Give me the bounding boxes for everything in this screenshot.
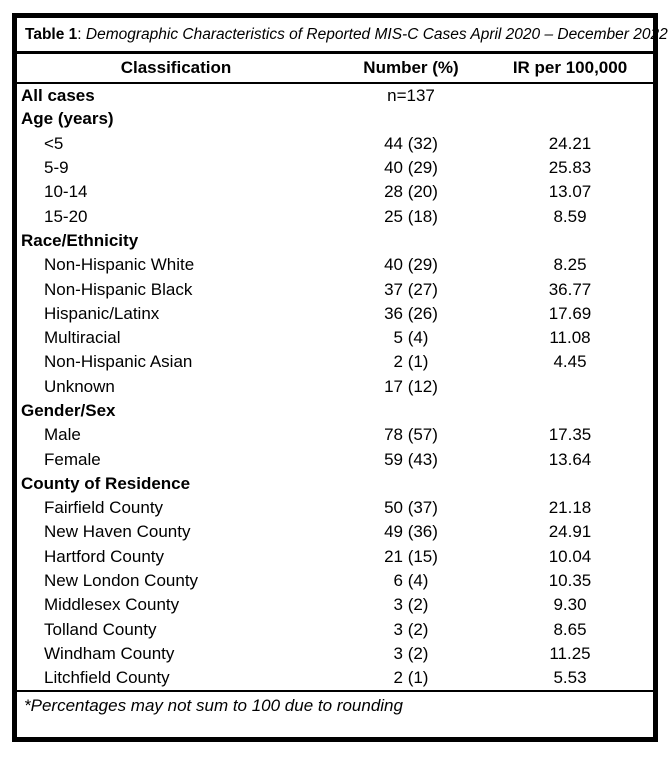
row-label: Unknown	[44, 376, 115, 396]
row-label: County of Residence	[21, 473, 191, 493]
row-ir: 25.83	[548, 158, 592, 178]
row-label: Hartford County	[44, 546, 164, 566]
row-number: 59 (43)	[384, 449, 438, 469]
row-number: 5 (4)	[393, 328, 429, 348]
header-row	[17, 54, 653, 83]
row-label: Age (years)	[21, 109, 114, 129]
row-ir: 8.25	[553, 255, 587, 275]
row-label: Non-Hispanic Black	[44, 279, 193, 299]
row-ir: 36.77	[548, 279, 592, 299]
row-number: 17 (12)	[384, 376, 438, 396]
row-number	[335, 107, 487, 131]
row-label: Non-Hispanic White	[44, 255, 195, 275]
row-label: <5	[44, 133, 64, 153]
row-ir: 13.07	[548, 182, 592, 202]
row-number: 3 (2)	[393, 619, 429, 639]
row-ir	[487, 399, 653, 423]
row-ir: 4.45	[553, 352, 587, 372]
row-label: Female	[44, 449, 101, 469]
table-row	[17, 204, 653, 228]
row-ir: 17.69	[548, 303, 592, 323]
row-ir: 8.65	[553, 619, 587, 639]
row-label: Litchfield County	[44, 668, 170, 688]
table-row	[17, 618, 653, 642]
row-ir: 13.64	[548, 449, 592, 469]
table-row	[17, 642, 653, 666]
table-row	[17, 229, 653, 253]
row-label: Fairfield County	[44, 498, 164, 518]
row-number	[335, 229, 487, 253]
table-row	[17, 447, 653, 471]
row-number: 3 (2)	[393, 595, 429, 615]
row-label: 5-9	[44, 158, 69, 178]
row-ir: 11.25	[549, 643, 591, 663]
row-number: 50 (37)	[384, 498, 438, 518]
row-ir: 24.21	[548, 133, 592, 153]
table-title-separator: :	[77, 25, 86, 43]
row-ir: 5.53	[553, 668, 587, 688]
table-row	[17, 496, 653, 520]
table-title-label: Table 1	[25, 25, 78, 43]
row-label: New Haven County	[44, 522, 191, 542]
table-footnote: *Percentages may not sum to 100 due to rounding	[17, 690, 653, 737]
row-ir	[487, 107, 653, 131]
row-ir	[487, 375, 653, 399]
row-ir: 10.35	[548, 571, 592, 591]
row-label: All cases	[21, 85, 95, 105]
column-header-classification: Classification	[17, 54, 335, 83]
row-label: New London County	[44, 571, 199, 591]
row-ir	[487, 472, 653, 496]
row-label: 15-20	[44, 206, 88, 226]
row-ir: 11.08	[549, 328, 591, 348]
table-body	[17, 83, 653, 690]
row-number: 28 (20)	[384, 182, 438, 202]
table-row	[17, 520, 653, 544]
row-number: 44 (32)	[384, 133, 438, 153]
column-header-ir: IR per 100,000	[487, 54, 653, 83]
column-header-number: Number (%)	[335, 54, 487, 83]
table-row	[17, 107, 653, 131]
table-row	[17, 253, 653, 277]
table-title	[17, 18, 668, 54]
table-row	[17, 593, 653, 617]
row-number: 2 (1)	[393, 352, 429, 372]
table-row	[17, 302, 653, 326]
table-title-caption: Demographic Characteristics of Reported MIS-C Cases April 2020 – December 2022	[85, 25, 668, 43]
row-ir: 10.04	[548, 546, 592, 566]
table-row	[17, 472, 653, 496]
row-label: Hispanic/Latinx	[44, 303, 160, 323]
row-number: 36 (26)	[384, 303, 438, 323]
table-row	[17, 569, 653, 593]
table-row	[17, 83, 653, 107]
row-label: Non-Hispanic Asian	[44, 352, 193, 372]
row-ir: 8.59	[553, 206, 587, 226]
row-number: 40 (29)	[384, 158, 438, 178]
row-label: 10-14	[44, 182, 88, 202]
row-number: 2 (1)	[393, 668, 429, 688]
table-row	[17, 375, 653, 399]
row-number: n=137	[387, 85, 435, 105]
table-container	[12, 13, 668, 742]
row-number	[335, 399, 487, 423]
row-number: 25 (18)	[384, 206, 438, 226]
row-ir	[487, 83, 653, 107]
row-label: Race/Ethnicity	[21, 230, 139, 250]
table-row	[17, 350, 653, 374]
row-label: Gender/Sex	[21, 401, 116, 420]
row-number: 78 (57)	[384, 425, 438, 445]
row-ir: 17.35	[548, 425, 592, 445]
table-row	[17, 545, 653, 569]
table-row	[17, 132, 653, 156]
row-label: Male	[44, 425, 81, 445]
row-label: Windham County	[44, 643, 175, 663]
row-label: Multiracial	[44, 328, 121, 348]
table-row	[17, 666, 653, 690]
row-number: 40 (29)	[384, 255, 438, 275]
table-row	[17, 180, 653, 204]
table-row	[17, 423, 653, 447]
row-number: 49 (36)	[384, 522, 438, 542]
row-number	[335, 472, 487, 496]
row-ir: 21.18	[548, 498, 592, 518]
row-number: 6 (4)	[393, 571, 429, 591]
table-row	[17, 326, 653, 350]
row-label: Middlesex County	[44, 595, 180, 615]
row-ir	[487, 229, 653, 253]
row-number: 3 (2)	[393, 643, 429, 663]
table-row	[17, 277, 653, 301]
row-ir: 24.91	[548, 522, 592, 542]
row-number: 21 (15)	[384, 546, 438, 566]
demographics-table	[17, 54, 653, 690]
table-row	[17, 156, 653, 180]
table-row	[17, 399, 653, 423]
row-ir: 9.30	[553, 595, 587, 615]
row-label: Tolland County	[44, 619, 157, 639]
row-number: 37 (27)	[384, 279, 438, 299]
